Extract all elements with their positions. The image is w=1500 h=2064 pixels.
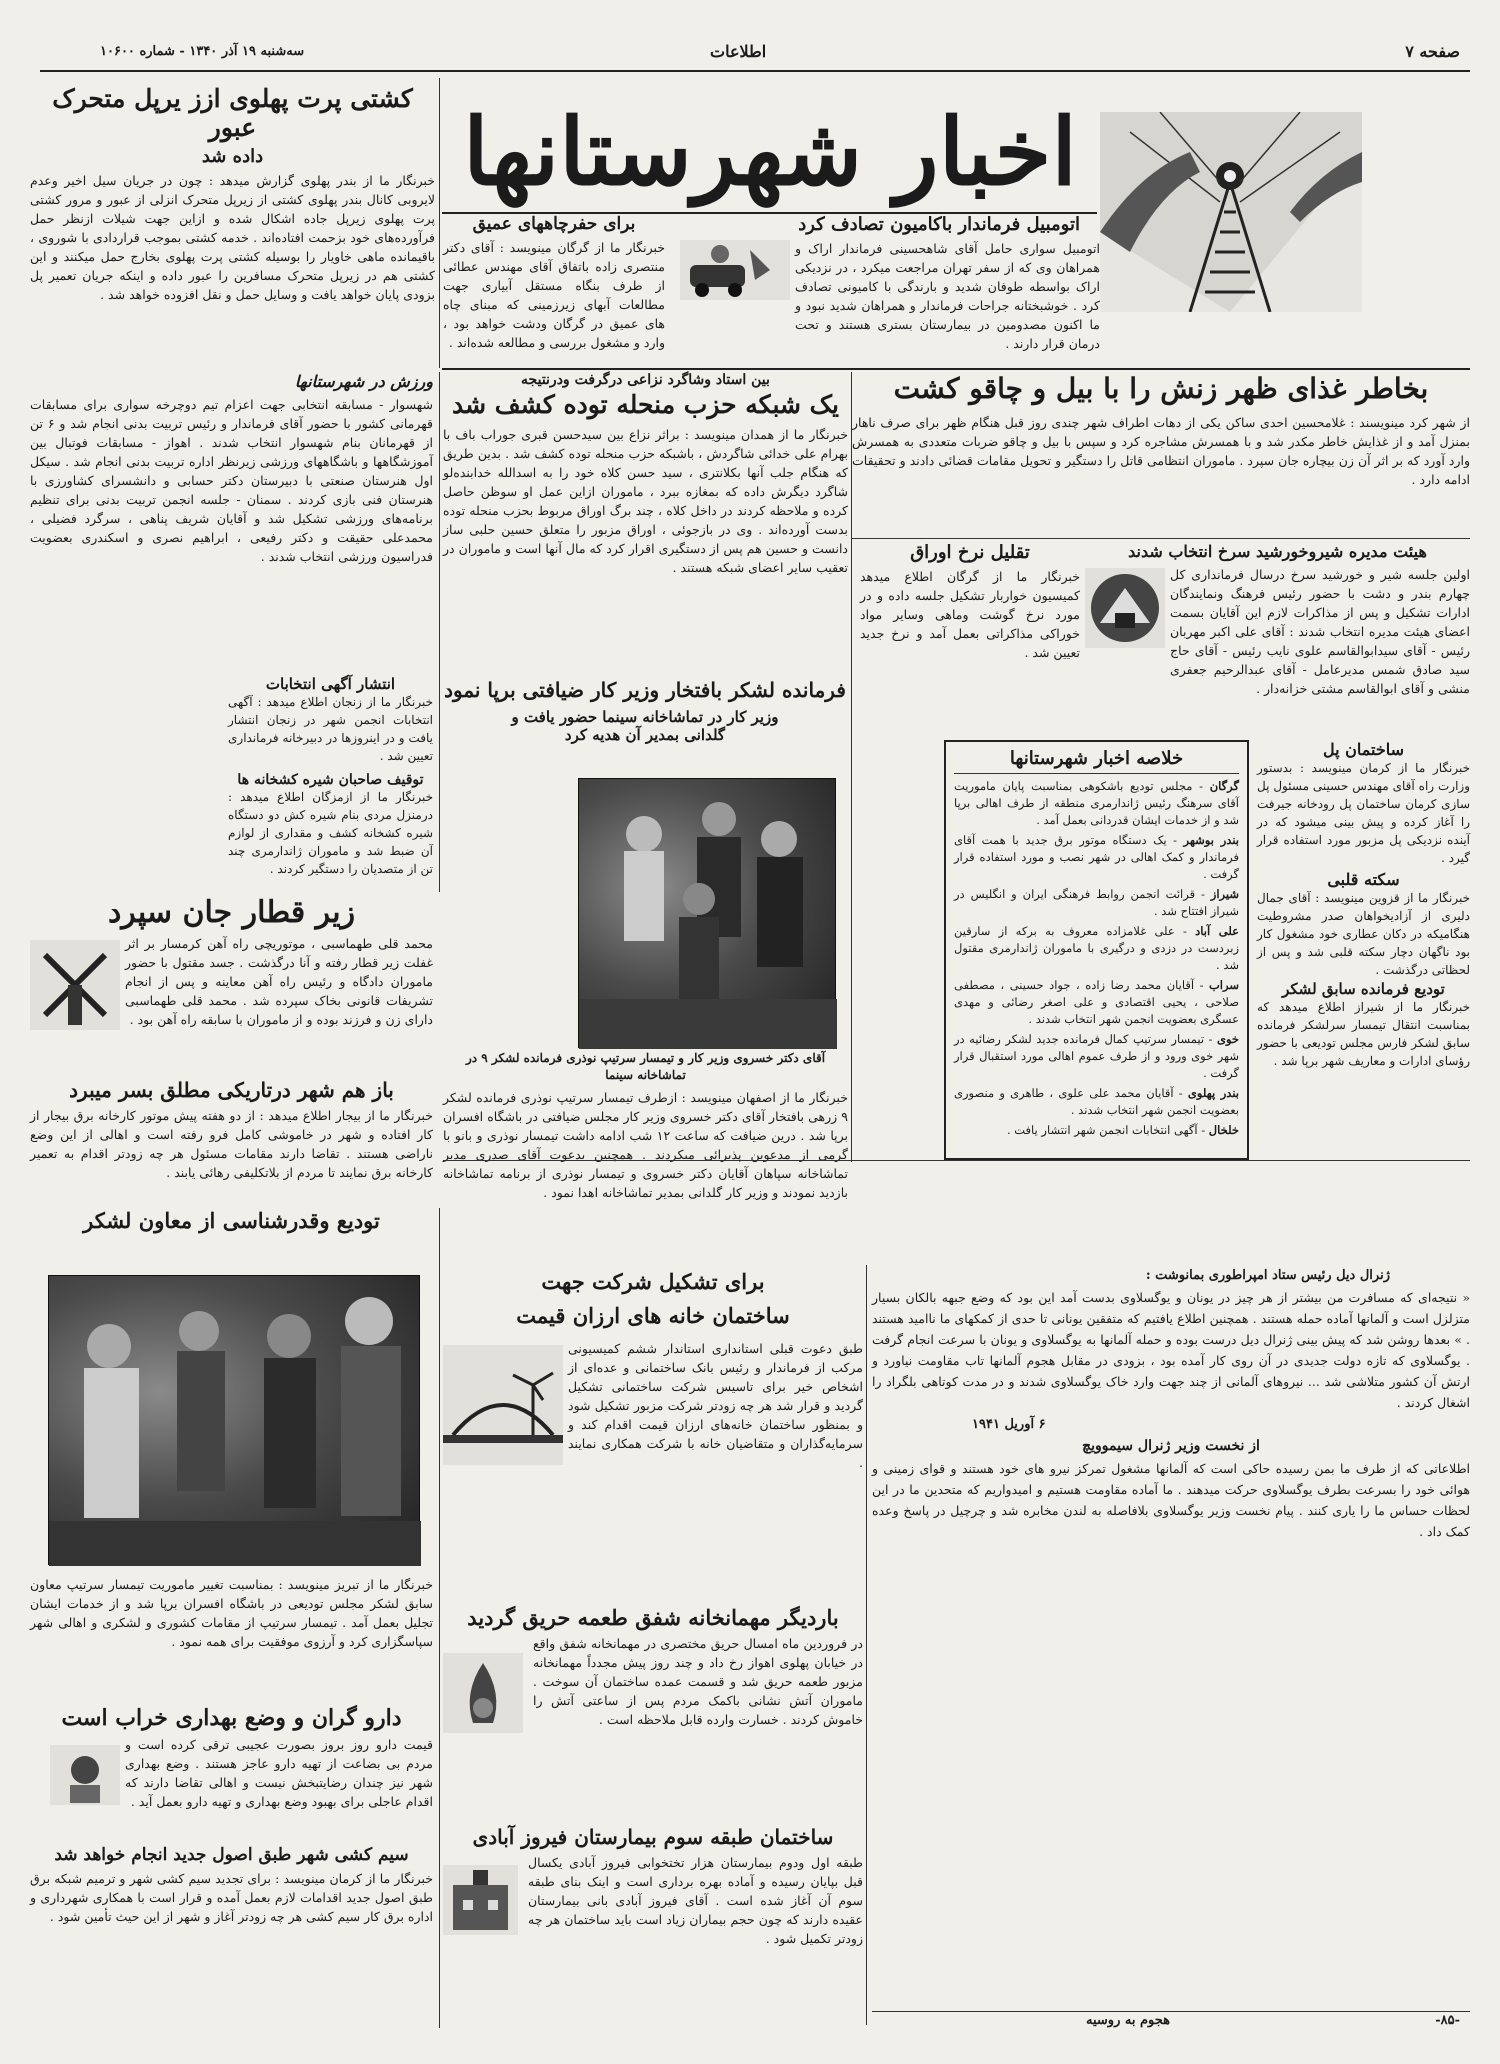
commander-photo-caption: آقای دکتر خسروی وزیر کار و تیمسار سرتیپ نوذری فرمانده لشکر ۹ در تماشاخانه سینما [465, 1051, 826, 1082]
commander-subhead: وزیر کار در تماشاخانه سینما حضور یافت و گلدانی بمدیر آن هدیه کرد [511, 708, 779, 744]
summary-item-text: تیمسار سرتیپ کمال فرمانده جدید لشکر رضائیه در شهر خوی ورود و از طرف عموم اهالی مورد استقبال قرار گرفت . [954, 1032, 1239, 1080]
appreciation-body: خبرنگار ما از تبریز مینویسد : بمناسبت تغییر ماموریت تیمسار سرتیپ معاون سابق لشکر مجلس تودیعی در باشگاه افسران برپا شد و از خدمات ایشان تجلیل بعمل آمد . تیمسار سرتیپ از مقامات کشوری و لشکری و اهالی شهر سپاسگزاری کرد و آرزوی موفقیت برای همه نمود . [30, 1577, 433, 1649]
newspaper-name: اطلاعات [710, 42, 767, 61]
election-article [228, 675, 433, 785]
column-rule-4 [439, 1208, 440, 2028]
summary-item-separator: - [1166, 833, 1184, 847]
wells-body: خبرنگار ما از گرگان مینویسد : آقای دکتر منتصری زاده باتفاق آقای مهندس عطائی از طرف بنگاه مستقل آبیاری جهت مطالعات آبهای زیرزمینی که مبنای چاه های عمیق در گرگان ودشت خواهد بود ، وارد و مشغول بررسی و مطالعه شده‌اند . [443, 240, 665, 350]
sports-article [30, 372, 433, 672]
summary-title: خلاصه اخبار شهرستانها [954, 748, 1239, 774]
commander-article [440, 678, 850, 768]
sports-headline: ورزش در شهرستانها [294, 372, 433, 391]
board-headline: هیئت مدیره شیروخورشید سرخ انتخاب شدند [1128, 542, 1427, 561]
bridge-subhead: داده شد [201, 146, 264, 167]
summary-box [944, 740, 1249, 1160]
summary-item [954, 977, 1239, 1028]
serial-article [872, 1268, 1470, 2028]
summary-list [954, 778, 1239, 1139]
housing-headline: برای تشکیل شرکت جهت ساختمان خانه های ارزان قیمت [516, 1269, 790, 1328]
summary-item-separator: - [1195, 887, 1211, 901]
fire-body: در فروردین ماه امسال حریق مختصری در مهمانخانه شفق واقع در خیابان پهلوی اهواز رخ داد و چند روز پیش مجدداً مهمانخانه مزبور طعمه حریق شد و قسمت عمده ساختمان آن سوخت . ماموران آتش نشانی باکمک مردم پس از ساعتی آتش را خاموش کردند . خسارت وارده قابل ملاحظه است . [533, 1636, 863, 1727]
murder-headline: بخاطر غذای ظهر زنش را با بیل و چاقو کشت [893, 372, 1429, 405]
summary-item-city: سراب [1208, 978, 1239, 992]
medicine-headline: دارو گران و وضع بهداری خراب است [61, 1705, 402, 1731]
sports-body: شهسوار - مسابقه انتخابی جهت اعزام تیم دوچرخه سواری برای مسابقات قهرمانی کشور با حضور آقای فرماندار و رئیس تربیت بدنی انجام شد و ۶ تن از قهرمانان بنام شهسوار انتخاب شدند . اهواز - مسابقات فوتبال بین آموزشگاهها و باشگاههای ورزشی زیرنظر اداره تربیت بدنی انجام شد . سیکل اول هنرستان صنعتی با دبیرستان دکتر حسابی و دانشسرای کشاورزی با هنرستان فنی بازی کردند . سمنان - جلسه انجمن تربیت بدنی برای تنظیم برنامه‌های ورزشی تشکیل شد و آقایان شریف پناهی ، سرگرد فضیلی ، محمدعلی حقیقت و دکتر رفیعی ، ابراهیم نصری و اسکندری بعضویت فدراسیون ورزشی انتخاب شدند . [30, 397, 434, 564]
summary-item-text: قرائت انجمن روابط فرهنگی ایران و انگلیس در شیراز افتتاح شد . [954, 887, 1239, 918]
governor-article [670, 214, 1100, 364]
appreciation-body-wrap [30, 1575, 433, 1705]
column-rule-2 [851, 372, 852, 1162]
summary-item [954, 778, 1239, 829]
farewell-article [1257, 980, 1470, 1160]
governor-headline: اتومبیل فرماندار باکامیون تصادف کرد [798, 214, 1080, 235]
darkness-article [30, 1078, 433, 1208]
page-header [30, 38, 1470, 68]
election-body: خبرنگار ما از زنجان اطلاع میدهد : آگهی انتخابات انجمن شهر در زنجان انتشار یافت و در اینروزها در دبیرخانه فرمانداری تعیین شد . [228, 695, 433, 763]
housing-body: طبق دعوت قبلی استانداری استاندار ششم کمیسیونی مرکب از فرماندار و رئیس بانک ساختمانی و عده‌ای از اشخاص خیر برای تاسیس شرکت ساختمانی تشکیل گردید و قرار شد هر چه زودتر شرکت مزبور تشکیل شود و بمنظور ساختمان خانه‌های ارزان قیمت اقدام کند و سرمایه‌گذاران و متقاضیان خانه با شرکت همکاری نمایند . [568, 1341, 863, 1470]
bridge-body: خبرنگار ما از بندر پهلوی گزارش میدهد : چون در جریان سیل اخیر وعدم لایروبی کانال بندر پهلوی کشتی از زیرپل متحرک انزلی از عبور و مرور کشتی پرت پهلوی زیرپل جاده اشکال شده و ازاین جهت شیلات ازنظر حمل فرآورده‌های خود بزحمت افتاده‌اند . خدمه کشتی بموجب قراردادی با شوروی ، باقیمانده ماهی خاویار را بوسیله کشتی پرت پهلوی بخارج حمل میکنند و این کشتی هم در زیرپل متحرک مسافرین را عبور داده و اینکه جریان تعمیر پل بزودی پایان خواهد یافت و وسایل حمل و نقل افزوده خواهد شد . [30, 173, 435, 302]
masthead-illustration [1100, 112, 1362, 312]
bridge-build-headline: ساختمان پل [1322, 740, 1404, 759]
heart-headline: سکته قلبی [1327, 870, 1400, 889]
summary-item-city: بندر پهلوی [1187, 1086, 1239, 1100]
housing-article [443, 1265, 863, 1565]
top-section-rule [442, 368, 1470, 370]
prices-body: خبرنگار ما از گرگان اطلاع میدهد کمیسیون خواربار تشکیل جلسه داده و در مورد نرخ گوشت وماهی وسایر مواد خوراکی مذاکراتی بعمل آمد و نرخ جدید تعیین شد . [860, 569, 1080, 660]
summary-item-city: شیراز [1210, 887, 1239, 901]
bridge-article [30, 84, 435, 374]
masthead-title: اخبار شهرستانها [463, 98, 1077, 206]
hospital-body: طبقه اول ودوم بیمارستان هزار تختخوابی فیروز آبادی یکسال قبل بپایان رسیده و آماده بهره برداری است و اینک بنای طبقه سوم آن آغاز شده است . آقای فیروز آبادی بانی بیمارستان عقیده دارند که چون حجم بیماران زیاد است باید ساختمان هر چه زودتر تکمیل شود . [528, 1855, 863, 1946]
darkness-body: خبرنگار ما از بیجار اطلاع میدهد : از دو هفته پیش موتور کارخانه برق بیجار از کار افتاده و شهر در خاموشی کامل فرو رفته است و اهالی از این وضع ناراضی هستند . تقاضا دارند مقامات مسئول هر چه زودتر اقدام به تعمیر کارخانه برق نمایند تا مردم از بلاتکلیفی رهائی یابند . [30, 1108, 433, 1180]
medicine-cartoon-icon [50, 1745, 120, 1805]
train-body: محمد قلی طهماسبی ، موتوریچی راه آهن کرمسار بر اثر غفلت زیر قطار رفته و آنا درگذشت . جسد مقتول با حضور ماموران دادگاه و رئیس راه آهن معاینه و پس از انجام تشریفات قانونی بخاک سپرده شد . محمد قلی طهماسبی دارای زن و فرزند بوده و از ماموران با سابقه راه آهن بود . [125, 936, 433, 1027]
bridge-build-body: خبرنگار ما از کرمان مینویسد : بدستور وزارت راه آقای مهندس حسینی مسئول پل سازی کرمان ساختمان پل رودخانه جیرفت را آغاز کرده و پیش بینی میشود که در آینده نزدیکی پل مزبور مورد استفاده قرار گیرد . [1257, 761, 1470, 865]
hospital-building-icon [443, 1865, 518, 1935]
serial-body-2: اطلاعاتی که از طرف ما بمن رسیده حاکی است که آلمانها مشغول تمرکز نیرو های خود هستند و قوای زمینی و هوائی خود را بسرعت بطرف یوگسلاوی حرکت میدهند . ما آماده مقاومت هستیم و امیدواریم که متحدین ما در این لحظات حساس ما را یاری کنند . پیام نخست وزیر یوگسلاوی بلافاصله به لندن مخابره شد و چرچیل در پاسخ وعده کمک داد . [872, 1461, 1470, 1539]
wells-headline: برای حفرچاههای عمیق [472, 214, 636, 234]
appreciation-headline: تودیع وقدرشناسی از معاون لشکر [83, 1208, 380, 1233]
murder-article [852, 372, 1470, 542]
issue-date: سه‌شنبه ۱۹ آذر ۱۳۴۰ - شماره ۱۰۶۰۰ [100, 44, 305, 59]
bridge-headline: کشتی پرت پهلوی ازز یرپل متحرک عبور [52, 84, 413, 142]
summary-item-separator: - [1174, 924, 1196, 938]
bridge-build-article [1257, 740, 1470, 875]
train-headline: زیر قطار جان سپرد [107, 895, 356, 930]
board-body: اولین جلسه شیر و خورشید سرخ درسال فرمانداری کل چهارم بندر و دشت با حضور رئیس فرهنگ ونمایندگان ادارات تشکیل و پس از مذاکرات لازم این آقایان بسمت اعضای هیئت مدیره انتخاب شدند : آقای علی اکبر مهربان رئیس - آقای سیدابوالقاسم علوی نایب رئیس - آقای حاج سید صادق شمس مدیرعامل - آقای عبدالرحیم جعفری منشی و آقای ابوالقاسم مشتی خزانه‌دار . [1170, 567, 1470, 696]
pipes-article [30, 1845, 433, 2025]
summary-item-text: علی غلامزاده معروف به برکه از سارقین زبردست در دزدی و درگیری با ماموران ژاندارمری مقتول شد . [954, 924, 1239, 972]
column-rule-5 [866, 1265, 867, 2025]
fire-cartoon-icon [443, 1653, 523, 1733]
murder-body: از شهر کرد مینویسند : غلامحسین احدی ساکن یکی از دهات اطراف شهر چندی روز قبل هنگام ظهر برای صرف ناهار بمنزل آمد و از غذایش خاطر مکدر شد و با همسرش مشاجره کرد و سپس با بیل و چاقو ضربات متعددی به همسرش وارد آورد که بر اثر آن زن بیچاره جان سپرد . ماموران انتظامی قاتل را دستگیر و تحویل مقامات قضائی دادند و تحقیقات ادامه دارد . [852, 415, 1470, 487]
medicine-article [30, 1705, 433, 1845]
column-rule-3 [439, 372, 440, 892]
column-rule-1 [439, 78, 440, 368]
fire-headline: باردیگر مهمانخانه شفق طعمه حریق گردید [467, 1605, 839, 1630]
alcohol-article [228, 772, 433, 902]
election-headline: انتشار آگهی انتخابات [265, 675, 396, 693]
alcohol-headline: توقیف صاحبان شیره کشخانه ها [237, 772, 424, 788]
car-crash-cartoon-icon [680, 240, 790, 300]
prices-headline: تقلیل نرخ اوراق [910, 542, 1030, 563]
serial-body: « نتیجه‌ای که مسافرت من بیشتر از هر چیز در یونان و یوگسلاوی بدست آمد این بود که وضع جبهه بالکان بسیار متزلزل است و آلمانها آماده حمله هستند . همچنین اطلاع یافتیم که متفقین یونانی تا حدی از کمکهای ما ناامید هستند . » بعدها روشن شد که پیش بینی ژنرال دیل درست بوده و حمله آلمانها به یوگسلاوی و یونان با سرعت انجام گرفت . یوگسلاوی که تازه دولت جدیدی در آن روی کار آمده بود ، بزودی در مقابل هجوم آلمانها تاب مقاومت نیاورد و ارتش آن کشور متلاشی شد ... نیروهای آلمانی از چند جهت وارد خاک یوگسلاوی شدند و در مدت کوتاهی بلگراد را اشغال کردند . [872, 1290, 1470, 1410]
prices-article [860, 542, 1080, 732]
summary-item-separator: - [1197, 1123, 1209, 1137]
summary-item-separator: - [1173, 1086, 1188, 1100]
farewell-body: خبرنگار ما از شیراز اطلاع میدهد که بمناسبت انتقال تیمسار سرلشکر فرمانده سابق لشکر فارس مجلس تودیعی با حضور رؤسای ادارات و معاریف شهر برپا شد . [1257, 1000, 1470, 1068]
pipes-headline: سیم کشی شهر طبق اصول جدید انجام خواهد شد [54, 1845, 409, 1865]
commander-body-wrap [443, 1050, 848, 1260]
board-article [1085, 542, 1470, 732]
pipes-body: خبرنگار ما از کرمان مینویسد : برای تجدید سیم کشی شهر و ترمیم شبکه برق طبق اصول جدید اقدامات لازم بعمل آمده و قرار است با همکاری شهرداری و اداره برق کار سیم کشی هر چه زودتر آغاز و شهر از این حیث تأمین شود . [30, 1871, 433, 1924]
middle-section-rule [443, 1160, 1470, 1161]
summary-item [954, 1122, 1239, 1139]
farewell-headline: تودیع فرمانده سابق لشکر [1282, 980, 1445, 998]
summary-item-text: مجلس تودیع باشکوهی بمناسبت پایان ماموریت آقای سرهنگ رئیس ژاندارمری منطقه از طرف اهالی برپا شد و از خدمات ایشان قدردانی بعمل آمد . [954, 779, 1239, 827]
railway-illustration-icon [1100, 112, 1362, 312]
summary-item [954, 1085, 1239, 1119]
train-article [30, 895, 433, 1085]
summary-item-text: آقایان محمد رضا زاده ، جواد حسینی ، مصطفی صلاحی ، یحیی اقتصادی و علی اصغر رضائی و مهدی عسگری بعضویت انجمن شهر انتخاب شدند . [954, 978, 1239, 1026]
alcohol-body: خبرنگار ما از ازمزگان اطلاع میدهد : درمنزل مردی بنام شیره کش دو دستگاه شیره کشخانه کشف و مقداری از لوازم آن ضبط شد و ماموران ژاندارمری چند تن از متصدیان را دستگیر کردند . [228, 790, 433, 876]
summary-item-separator: - [1194, 978, 1209, 992]
darkness-headline: باز هم شهر درتاریکی مطلق بسر میبرد [69, 1078, 394, 1102]
commander-headline: فرمانده لشکر بافتخار وزیر کار ضیافتی برپا نمود [444, 678, 846, 702]
commander-photo [578, 778, 836, 1048]
summary-item-text: یک دستگاه موتور برق جدید با همت آقای فرماندار و کمک اهالی در شهر نصب و مورد استفاده قرار گرفت . [954, 833, 1239, 881]
summary-item [954, 832, 1239, 883]
summary-item-text: آگهی انتخابات انجمن شهر انتشار یافت . [1006, 1123, 1198, 1137]
hospital-article [443, 1825, 863, 2030]
summary-item [954, 1031, 1239, 1082]
tudeh-kicker: بین استاد وشاگرد نزاعی درگرفت ودرنتیجه [521, 372, 770, 388]
serial-intro: ژنرال دیل رئیس ستاد امپراطوری بمانوشت : [1145, 1268, 1390, 1283]
tudeh-article [443, 372, 848, 677]
palm-bridge-icon [443, 1345, 563, 1465]
heart-article [1257, 870, 1470, 980]
summary-item [954, 886, 1239, 920]
wells-article [443, 214, 665, 364]
header-rule [40, 70, 1470, 72]
serial-footer: هجوم به روسیه [1086, 2013, 1170, 2028]
serial-dateline: ۶ آوریل ۱۹۴۱ [972, 1417, 1046, 1432]
windmill-icon [30, 940, 120, 1030]
ceremony-photo-icon [49, 1276, 421, 1566]
serial-part-number: -۸۵- [1435, 2013, 1460, 2028]
tudeh-headline: یک شبکه حزب منحله توده کشف شد [451, 390, 840, 419]
red-lion-emblem-icon [1085, 568, 1165, 648]
summary-item-text: آقایان محمد علی علوی ، طاهری و منصوری بعضویت انجمن شهر انتخاب شدند . [954, 1086, 1239, 1117]
medicine-body: قیمت دارو روز بروز بصورت عجیبی ترقی کرده است و مردم بی بضاعت از تهیه دارو عاجز هستند . وضع بهداری شهر نیز چندان رضایتبخش نیست و اهالی تقاضا دارند که اقدام عاجلی برای بهبود وضع بهداری و تهیه دارو بعمل آید . [125, 1737, 433, 1809]
summary-item [954, 923, 1239, 974]
summary-item-separator: - [1204, 1032, 1217, 1046]
commander-body: خبرنگار ما از اصفهان مینویسد : ازطرف تیمسار سرتیپ نوذری فرمانده لشکر ۹ زرهی بافتخار آقای دکتر خسروی وزیر کار مجلس ضیافتی در باشگاه افسران برپا شد . درین ضیافت که ساعت ۱۲ شب ادامه داشت تیمسار نوذری و بانو با گرمی از مدعوین پذیرائی میکردند . همچنین بدعوت آقای صدری مدیر تماشاخانه سپاهان آقایان دکتر خسروی و تیمسار نوذری از برنامه تماشاخانه بازدید نمودند و وزیر کار گلدانی بمدیر تماشاخانه اهدا نمود . [443, 1090, 848, 1200]
tudeh-body: خبرنگار ما از همدان مینویسد : براثر نزاع بین سیدحسن قبری جوراب باف با بهرام علی خدائی شاگردش ، باشبکه حزب منحله توده کشف شد . بدین طریق که هنگام جلب آنها بکلانتری ، سید حسن کلاه خود را به اسدالله خدابنده‌لو شاگرد دیگرش داده که بمغازه ببرد ، ماموران ازاین عمل او سوظن حاصل کرده و ملاحظه کردند در داخل کلاه ، چند برگ اوراق مربوط بحزب منحله توده بدست آورده‌اند . وی در بازجوئی ، اوراق مزبور را متعلق حسین حلبی ساز دانست و حسین هم پس از دستگیری اقرار کرد که مال آنها است و ماموران در تعقیب سایر اعضای شبکه هستند . [443, 427, 848, 575]
summary-item-city: علی آباد [1195, 924, 1239, 938]
appreciation-photo [48, 1275, 420, 1565]
summary-item-city: خوی [1216, 1032, 1239, 1046]
page-number: صفحه ۷ [1405, 42, 1460, 61]
summary-item-city: خلخال [1208, 1123, 1239, 1137]
serial-footer-rule [872, 2011, 1470, 2012]
fire-article [443, 1605, 863, 1825]
heart-body: خبرنگار ما از قزوین مینویسد : آقای جمال دلیری از آزادیخواهان صدر مشروطیت هنگامیکه در دکان عطاری خود مشغول کار بود ناگهان دچار سکته قلبی شد و پس از لحظاتی درگذشت . [1257, 891, 1470, 977]
summary-item-city: گرگان [1209, 779, 1239, 793]
murder-rule [852, 538, 1470, 539]
summary-item-separator: - [1192, 779, 1210, 793]
serial-subhead: از نخست وزیر ژنرال سیموویچ [1082, 1438, 1260, 1454]
governor-body: اتومبیل سواری حامل آقای شاهحسینی فرماندار اراک و همراهان وی که از سفر تهران مراجعت میکرد ، در نزدیکی اراک بواسطه طوفان شدید و بارندگی با کامیونی تصادف کرد . خوشبختانه جراحات فرماندار و همراهان شدید نبود و ما اکنون مصدومین در بیمارستان بستری هستند و تحت درمان قرار دارند . [795, 241, 1100, 351]
summary-item-city: بندر بوشهر [1183, 833, 1239, 847]
people-photo-icon [579, 779, 837, 1049]
appreciation-headline-wrap [30, 1208, 433, 1248]
hospital-headline: ساختمان طبقه سوم بیمارستان فیروز آبادی [472, 1825, 834, 1849]
